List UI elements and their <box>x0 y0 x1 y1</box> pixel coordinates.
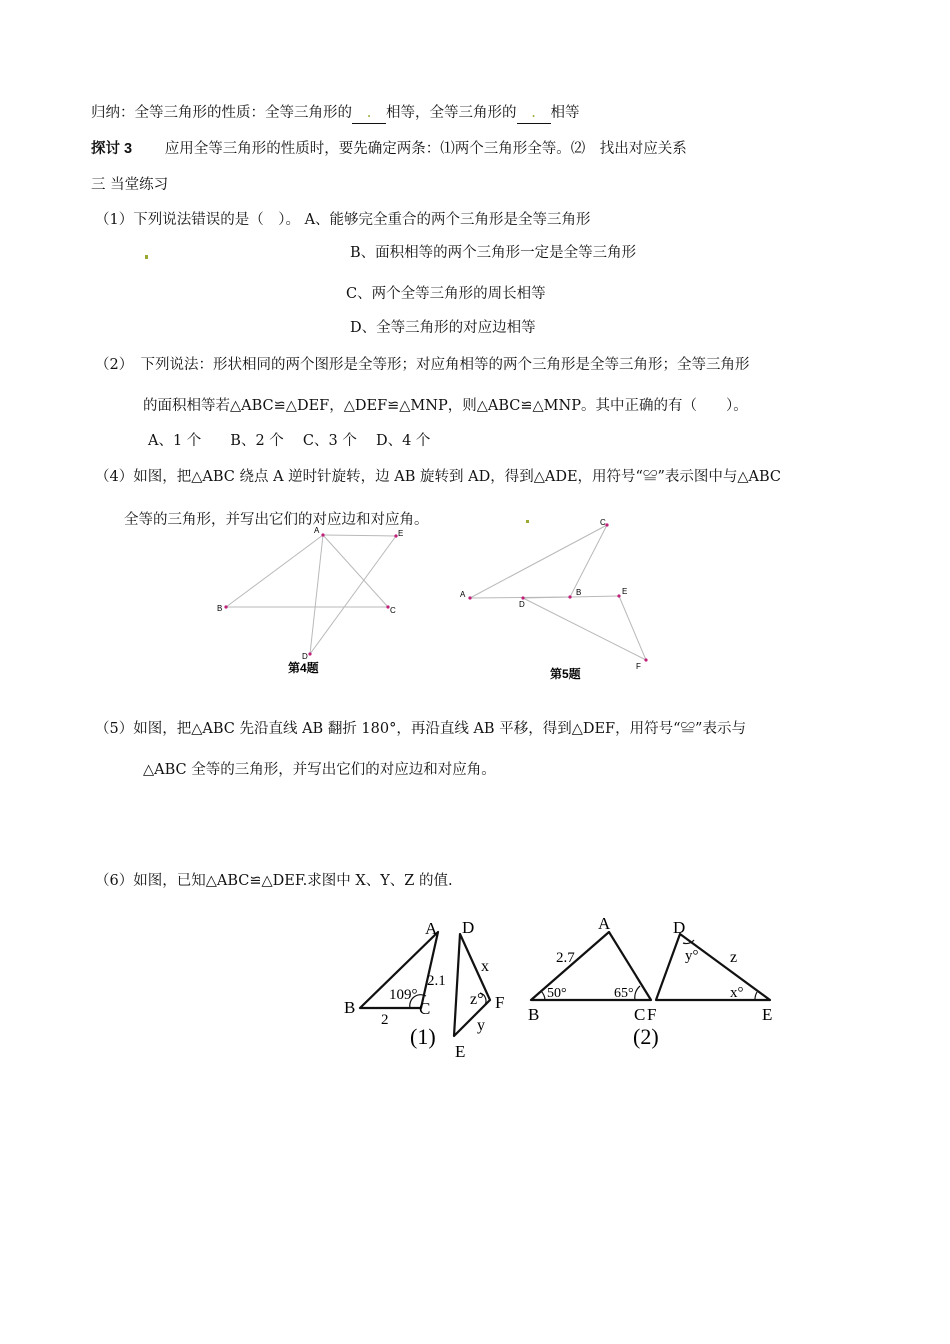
fig5-label-d: D <box>519 600 525 609</box>
fig6b-z: z <box>730 949 738 966</box>
q2-options: A、1 个 B、2 个 C、3 个 D、4 个 <box>148 433 431 449</box>
fig4-label-e: E <box>398 529 404 538</box>
fig6a-label-d: D <box>462 918 475 937</box>
fig6a-label-f: F <box>495 993 505 1012</box>
q1-option-d: D、全等三角形的对应边相等 <box>350 320 536 336</box>
fig6a-side-bc: 2 <box>381 1012 389 1028</box>
fig6b-label-f: F <box>647 1005 657 1024</box>
q2-line-2: 的面积相等若△ABC≌△DEF，△DEF≌△MNP，则△ABC≌△MNP。其中正确的有（ ）。 <box>143 398 748 414</box>
fig6a-angle-c: 109° <box>389 987 418 1003</box>
q4-line-2: 全等的三角形，并写出它们的对应边和对应角。 <box>124 512 429 528</box>
q6-line-1: （6）如图，已知△ABC≌△DEF.求图中 X、Y、Z 的值. <box>95 873 453 889</box>
summary-prefix: 归纳：全等三角形的性质：全等三角形的 <box>91 105 352 121</box>
fig4-label-b: B <box>217 604 223 613</box>
fig6b-label-e: E <box>762 1005 773 1024</box>
fig6b-label-b: B <box>528 1005 540 1024</box>
q4-line-1: （4）如图，把△ABC 绕点 A 逆时针旋转，边 AB 旋转到 AD，得到△ADE，用符号“≌”表示图中与△ABC <box>95 469 782 485</box>
stray-mark <box>526 520 529 523</box>
fig6b-angle-c: 65° <box>614 986 634 1001</box>
fig6b-label-d: D <box>673 918 686 937</box>
fig6a-label-e: E <box>455 1042 466 1061</box>
fig5-label-c: C <box>600 518 606 527</box>
fig6b-y: y° <box>685 948 699 964</box>
q1-option-b: B、面积相等的两个三角形一定是全等三角形 <box>350 245 637 261</box>
fig6b-caption: (2) <box>633 1024 659 1049</box>
fig4-label-c: C <box>390 606 396 615</box>
fig5-label-b: B <box>576 588 582 597</box>
practice-heading: 三 当堂练习 <box>91 177 169 193</box>
discuss-3-text: 应用全等三角形的性质时，要先确定两条：⑴两个三角形全等。⑵ 找出对应关系 <box>164 141 687 157</box>
fig4-label-d: D <box>302 652 308 661</box>
fig6a-z: z° <box>470 991 484 1008</box>
fig6b-label-c: C <box>634 1005 646 1024</box>
q2-line-1: （2） 下列说法：形状相同的两个图形是全等形；对应角相等的两个三角形是全等三角形；全等三角形 <box>95 357 750 373</box>
fig4-caption: 第4题 <box>288 661 319 675</box>
fig6b-side-ab: 2.7 <box>556 950 575 966</box>
fig4-label-a: A <box>314 526 320 535</box>
discuss-3-label: 探讨 3 <box>91 141 133 157</box>
summary-suffix: 相等 <box>550 105 580 121</box>
fig6a-x: x <box>481 958 489 975</box>
q5-line-2: △ABC 全等的三角形，并写出它们的对应边和对应角。 <box>143 762 496 778</box>
fig5-caption: 第5题 <box>550 667 581 681</box>
fig6a-label-c: C <box>419 999 431 1018</box>
fig6b-label-a: A <box>598 914 611 933</box>
fig6a-label-a: A <box>425 919 438 938</box>
fig6a-side-ac: 2.1 <box>427 973 446 989</box>
q1-stem: （1）下列说法错误的是（ ）。 A、能够完全重合的两个三角形是全等三角形 <box>95 212 591 228</box>
fig6a-caption: (1) <box>410 1024 436 1049</box>
summary-mid: 相等，全等三角形的 <box>386 105 517 121</box>
q5-line-1: （5）如图，把△ABC 先沿直线 AB 翻折 180°，再沿直线 AB 平移，得到△DEF，用符号“≌”表示与 <box>95 721 746 737</box>
summary-blank-2: . <box>517 103 551 124</box>
fig6a-label-b: B <box>344 998 356 1017</box>
fig6b-angle-b: 50° <box>547 986 567 1001</box>
fig5-label-a: A <box>460 590 466 599</box>
fig6b-x: x° <box>730 985 744 1001</box>
fig6a-y: y <box>477 1017 485 1034</box>
stray-mark <box>145 255 148 259</box>
fig5-label-f: F <box>636 662 641 671</box>
summary-blank-1: . <box>352 103 386 124</box>
fig5-label-e: E <box>622 587 628 596</box>
q1-option-c: C、两个全等三角形的周长相等 <box>346 286 546 302</box>
